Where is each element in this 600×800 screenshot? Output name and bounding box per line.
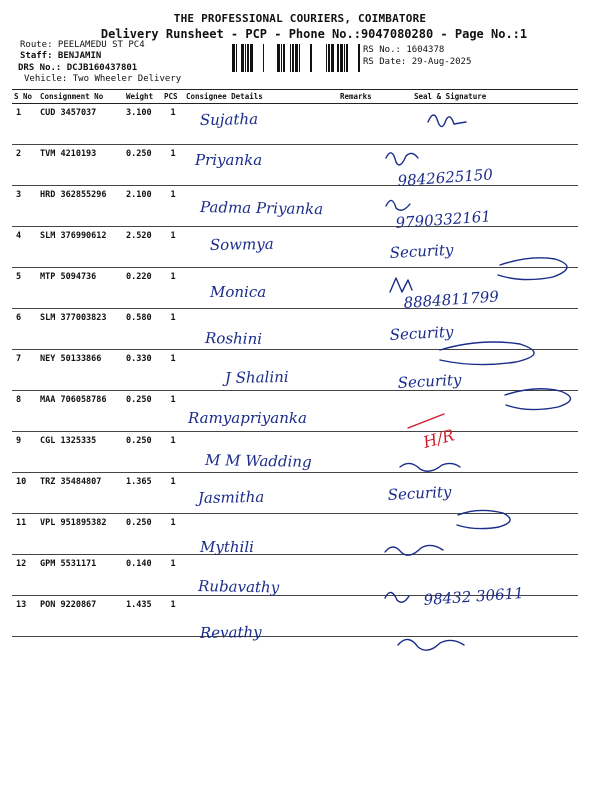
row-sno: 11 [12,514,38,555]
row-sno: 6 [12,309,38,350]
row-pcs: 1 [162,186,184,227]
row-sno: 1 [12,104,38,145]
col-consignment: Consignment No [38,90,124,104]
row-consignee [184,145,338,186]
col-weight: Weight [124,90,162,104]
row-consignee [184,186,338,227]
row-consignment: CUD 3457037 [38,104,124,145]
row-consignment: HRD 362855296 [38,186,124,227]
company-title: THE PROFESSIONAL COURIERS, COIMBATORE [173,12,427,25]
row-weight: 1.435 [124,596,162,637]
row-seal [394,268,578,309]
row-sno: 7 [12,350,38,391]
signature-scribble [398,639,464,650]
consignee-signature: M M Wadding [204,451,312,471]
rs-date: RS Date: 29-Aug-2025 [363,57,472,67]
row-consignment: TVM 4210193 [38,145,124,186]
row-seal [394,514,578,555]
row-consignment: SLM 377003823 [38,309,124,350]
row-weight: 0.140 [124,555,162,596]
row-pcs: 1 [162,391,184,432]
row-consignment: MTP 5094736 [38,268,124,309]
row-weight: 3.100 [124,104,162,145]
row-weight: 2.100 [124,186,162,227]
row-consignee [184,227,338,268]
row-sno: 8 [12,391,38,432]
row-seal [394,473,578,514]
col-seal: Seal & Signature [394,90,578,104]
phone-number: 8884811799 [403,287,500,312]
row-remarks [338,350,394,391]
vehicle-label: Vehicle: Two Wheeler Delivery [24,74,182,84]
row-pcs: 1 [162,309,184,350]
row-pcs: 1 [162,514,184,555]
row-pcs: 1 [162,350,184,391]
row-remarks [338,227,394,268]
row-seal [394,145,578,186]
security-seal-note: Security [389,322,454,344]
table-row [12,514,578,555]
consignee-signature: Ramyapriyanka [188,409,307,427]
row-consignee [184,104,338,145]
row-remarks [338,514,394,555]
row-seal [394,350,578,391]
consignee-signature: Monica [210,283,267,301]
table-row [12,555,578,596]
row-pcs: 1 [162,104,184,145]
row-remarks [338,104,394,145]
row-consignment: MAA 706058786 [38,391,124,432]
row-consignment: PON 9220867 [38,596,124,637]
row-sno: 2 [12,145,38,186]
table-row [12,432,578,473]
table-row [12,145,578,186]
row-remarks [338,145,394,186]
row-seal [394,309,578,350]
table-row [12,350,578,391]
row-seal [394,227,578,268]
row-consignment: SLM 376990612 [38,227,124,268]
row-consignee [184,391,338,432]
row-pcs: 1 [162,432,184,473]
consignee-signature: Padma Priyanka [199,198,324,219]
row-pcs: 1 [162,555,184,596]
route-label: Route: PEELAMEDU ST PC4 [20,40,145,50]
row-consignee [184,268,338,309]
table-row [12,309,578,350]
row-consignee [184,432,338,473]
consignee-signature: Jasmitha [197,487,265,507]
row-weight: 0.250 [124,514,162,555]
row-seal [394,596,578,637]
row-seal [394,432,578,473]
consignee-signature: Sujatha [199,109,259,129]
row-consignee [184,309,338,350]
consignee-signature: Roshini [204,329,263,348]
consignee-signature: J Shalini [224,367,289,387]
row-seal [394,391,578,432]
row-weight: 0.250 [124,432,162,473]
row-seal [394,186,578,227]
row-weight: 0.330 [124,350,162,391]
row-pcs: 1 [162,227,184,268]
row-consignment: VPL 951895382 [38,514,124,555]
row-consignee [184,473,338,514]
security-seal-note: Security [387,482,452,504]
row-weight: 0.250 [124,145,162,186]
row-weight: 1.365 [124,473,162,514]
row-sno: 13 [12,596,38,637]
row-weight: 2.520 [124,227,162,268]
table-row [12,391,578,432]
phone-number: 9790332161 [395,207,492,232]
consignee-signature: Mythili [200,538,254,556]
row-consignment: NEY 50133866 [38,350,124,391]
row-pcs: 1 [162,145,184,186]
phone-number: 9842625150 [397,165,494,190]
consignee-signature: Rubavathy [197,577,280,597]
consignee-signature: Priyanka [195,151,263,169]
staff-label: Staff: BENJAMIN [20,51,102,61]
row-consignee [184,514,338,555]
barcode [232,44,360,72]
table-row [12,186,578,227]
row-sno: 10 [12,473,38,514]
security-seal-note: Security [389,240,454,262]
security-seal-note: Security [397,370,462,392]
row-consignee [184,555,338,596]
table-row [12,596,578,637]
row-remarks [338,596,394,637]
row-remarks [338,309,394,350]
row-pcs: 1 [162,596,184,637]
row-seal [394,104,578,145]
row-pcs: 1 [162,473,184,514]
table-row [12,227,578,268]
row-weight: 0.580 [124,309,162,350]
row-remarks [338,555,394,596]
col-consignee: Consignee Details [184,90,338,104]
row-sno: 12 [12,555,38,596]
row-remarks [338,268,394,309]
col-sno: S No [12,90,38,104]
col-remarks: Remarks [338,90,394,104]
consignee-signature: Sowmya [209,234,274,254]
row-sno: 9 [12,432,38,473]
table-row [12,104,578,145]
row-sno: 3 [12,186,38,227]
row-consignee [184,596,338,637]
row-seal [394,555,578,596]
row-weight: 0.220 [124,268,162,309]
col-pcs: PCS [162,90,184,104]
row-remarks [338,432,394,473]
row-consignment: TRZ 35484807 [38,473,124,514]
runsheet-table [12,89,578,637]
row-remarks [338,186,394,227]
row-sno: 4 [12,227,38,268]
table-row [12,473,578,514]
phone-number: 98432 30611 [423,584,525,609]
row-sno: 5 [12,268,38,309]
row-weight: 0.250 [124,391,162,432]
row-remarks [338,473,394,514]
row-remarks [338,391,394,432]
table-header-row [12,90,578,104]
drs-number: DRS No.: DCJB160437801 [18,63,138,73]
hr-note: H/R [421,425,457,452]
row-consignment: GPM 5531171 [38,555,124,596]
rs-number: RS No.: 1604378 [363,45,445,55]
row-consignee [184,350,338,391]
runsheet-subtitle: Delivery Runsheet - PCP - Phone No.:9047080280 - Page No.:1 [100,27,528,41]
consignee-signature: Revathy [199,622,262,642]
row-consignment: CGL 1325335 [38,432,124,473]
table-row [12,268,578,309]
row-pcs: 1 [162,268,184,309]
